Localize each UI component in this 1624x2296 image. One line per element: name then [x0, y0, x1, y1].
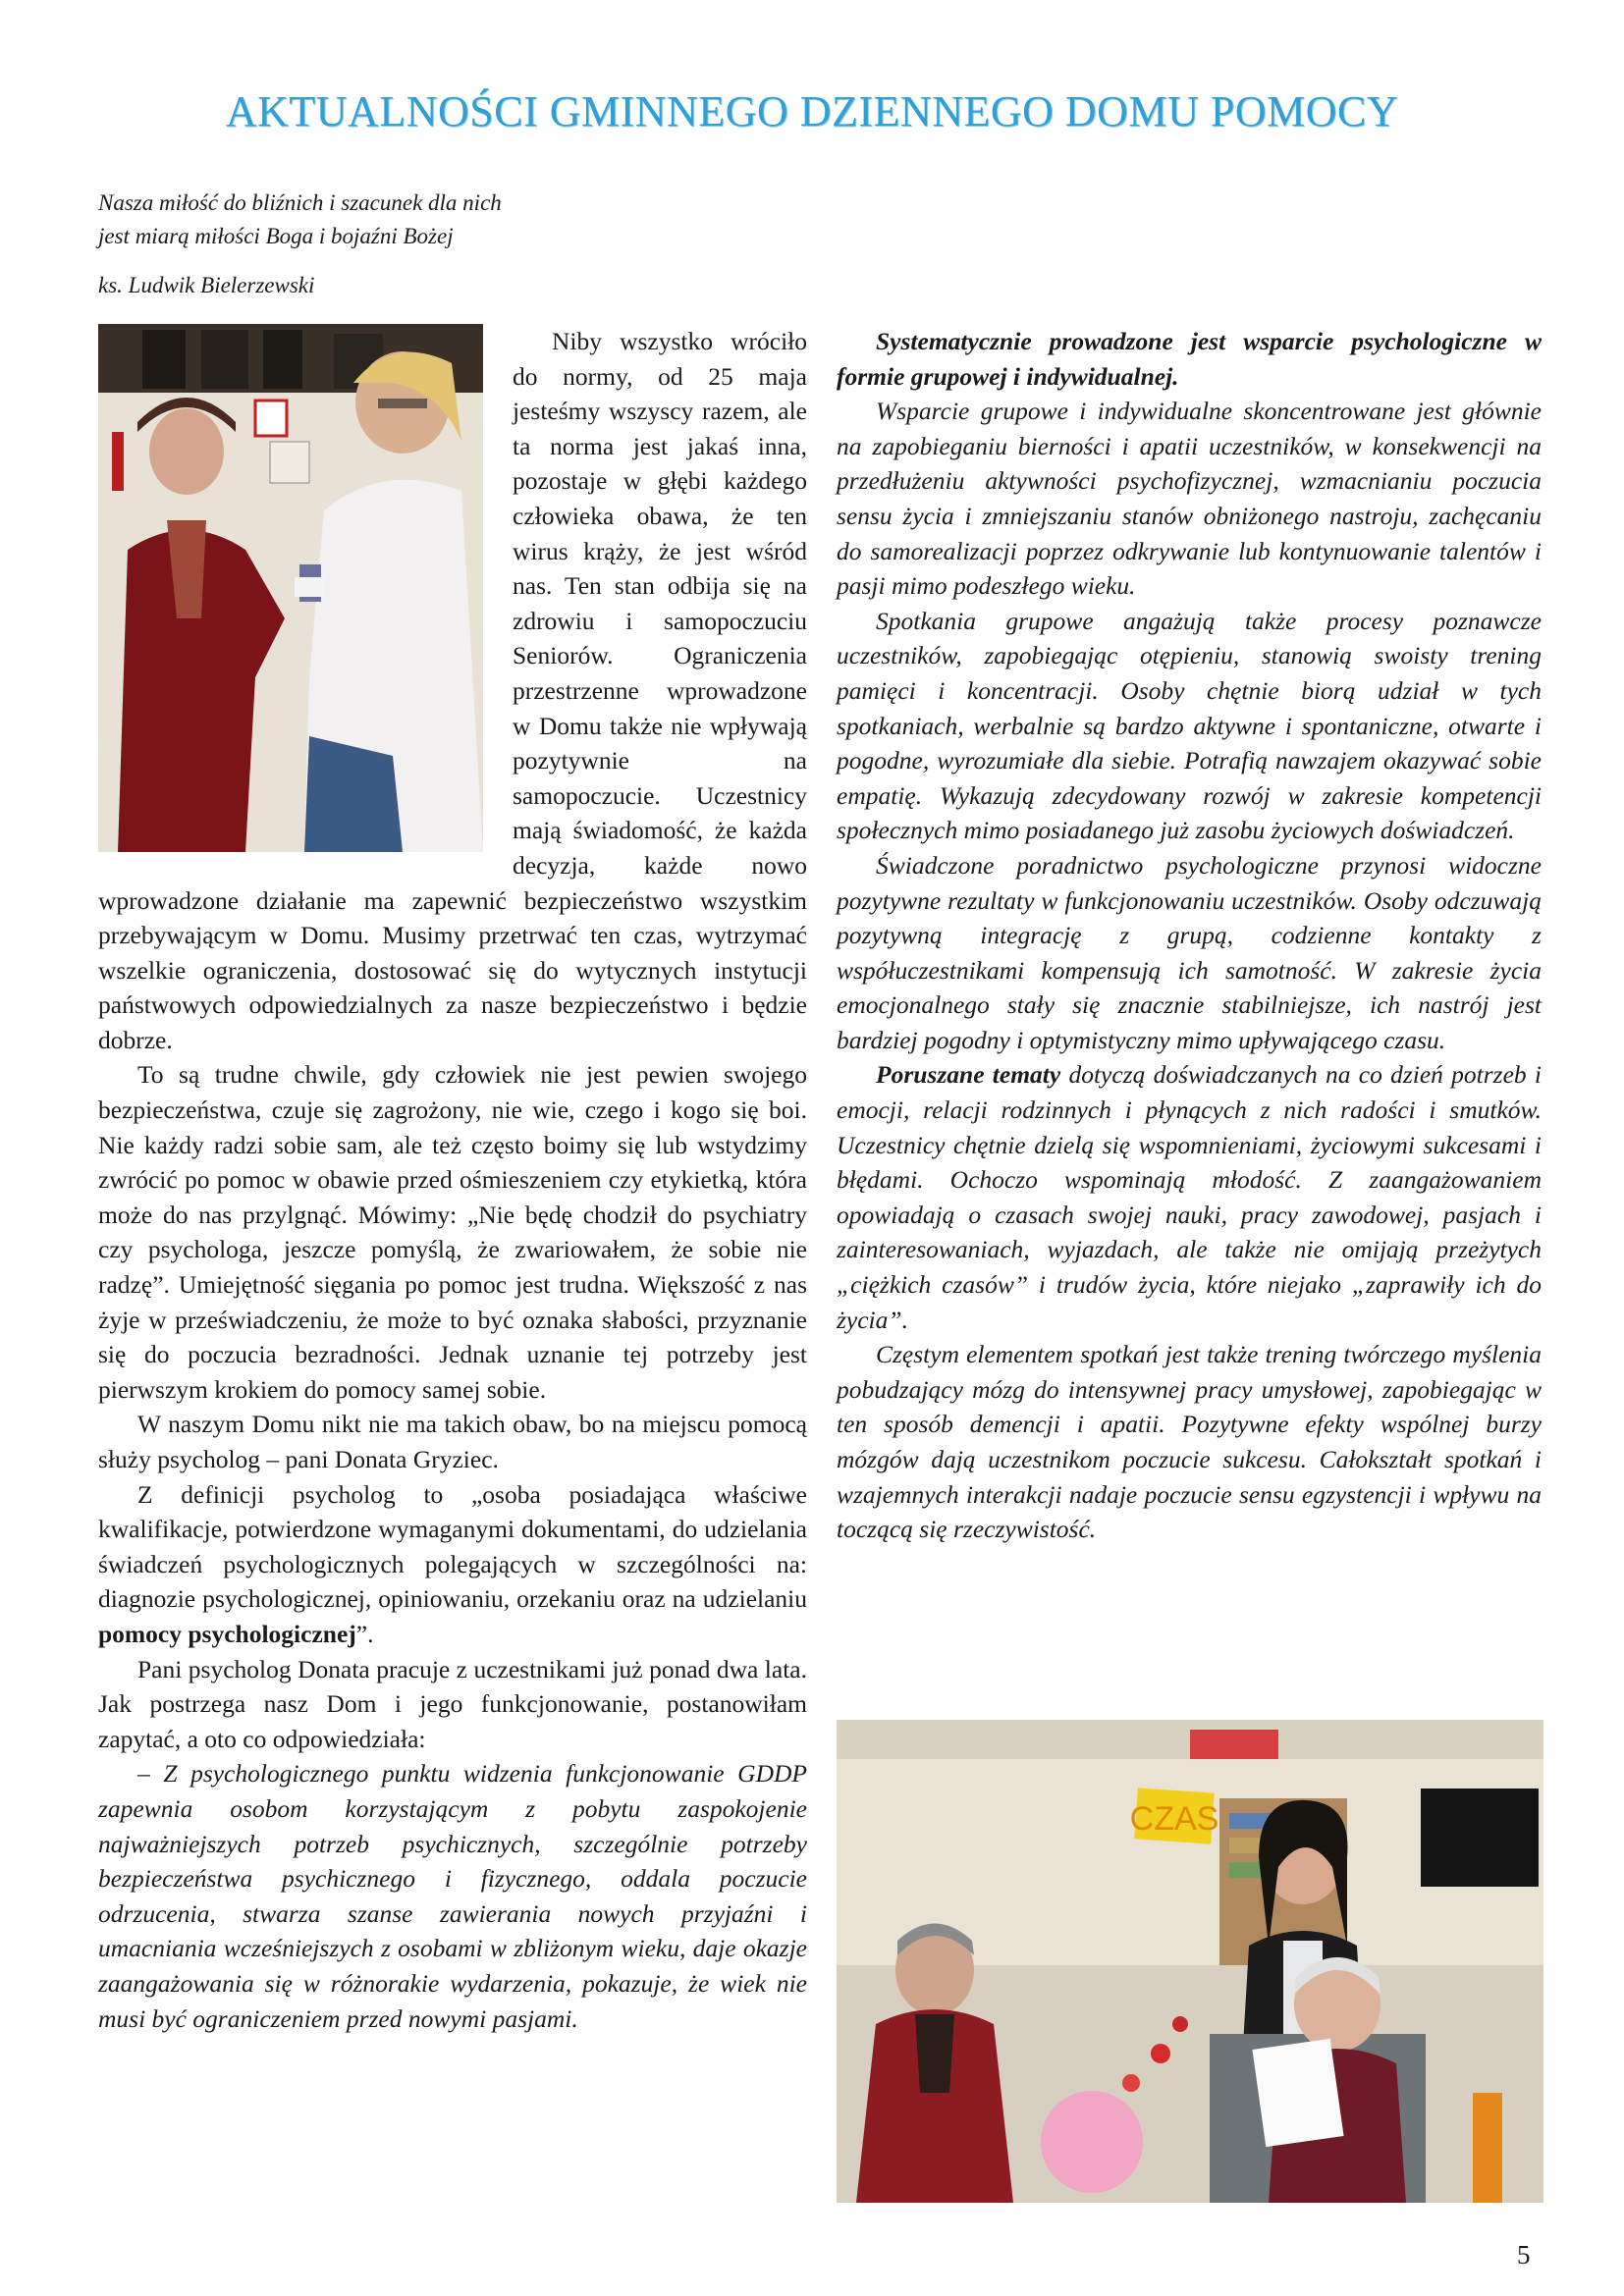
right-column — [837, 324, 1542, 1547]
right-paragraph-1-bold: Systematycznie prowadzone jest wsparcie psychologiczne w formie grupowej i indywidualnej. — [837, 327, 1542, 391]
left-paragraph-5: Pani psycholog Donata pracuje z uczestnikami już ponad dwa lata. Jak postrzega nasz Dom i jego funkcjonowanie, postanowiłam zapytać, a oto co odpowiedziała: — [98, 1654, 807, 1753]
left-column — [98, 324, 807, 2036]
right-paragraph-4: Świadczone poradnictwo psychologiczne przynosi widoczne pozytywne rezultaty w funkcjonowaniu uczestników. Osoby odczuwają pozytywną integrację z grupą, codzienne kontakty z współuczestnikami kompensują ich samotność. W zakresie życia emocjonalnego stały się znacznie stabilniejsze, ich nastrój jest bardziej pogodny i optymistyczny mimo upływającego czasu. — [837, 850, 1542, 1054]
right-paragraph-5-text: dotyczą doświadczanych na co dzień potrzeb i emocji, relacji rodzinnych i płynących z nich radości i smutków. Uczestnicy chętnie dzielą się wspomnieniami, życiowymi sukcesami i błędami. Ochoczo wspominają młodość. Z zaangażowaniem opowiadają o czasach swojej nauki, pracy zawodowej, pasjach i zainteresowaniach, wyjazdach, ale także nie omijają przeżytych „ciężkich czasów” i trudów życia, które niejako „zaprawiły ich do życia”. — [837, 1060, 1542, 1334]
page-number: 5 — [1517, 2240, 1531, 2269]
left-paragraph-6: – Z psychologicznego punktu widzenia funkcjonowanie GDDP zapewnia osobom korzystającym z pobytu zaspokojenie najważniejszych potrzeb psychicznych, szczególnie potrzeby bezpieczeństwa psychicznego i fizycznego, oddala poczucie odrzucenia, stwarza szanse zawierania nowych przyjaźni i umacniania wcześniejszych z osobami w zbliżonym wieku, daje okazje zaangażowania się w różnorakie wydarzenia, pokazuje, że wiek nie musi być ograniczeniem przed nowymi pasjami. — [98, 1759, 807, 2033]
left-paragraph-4 — [98, 1477, 807, 1652]
right-paragraph-3: Spotkania grupowe angażują także procesy poznawcze uczestników, zapobiegając otępieniu, stanowią swoisty trening pamięci i koncentracji. Osoby chętnie biorą udział w tych spotkaniach, werbalnie są bardzo aktywne i spontaniczne, otwarte i pogodne, wyrozumiałe dla siebie. Potrafią nawzajem okazywać sobie empatię. Wykazują zdecydowany rozwój w zakresie kompetencji społecznych mimo posiadanego już zasobu życiowych doświadczeń. — [837, 606, 1542, 845]
right-paragraph-5 — [837, 1057, 1542, 1337]
page-title: AKTUALNOŚCI GMINNEGO DZIENNEGO DOMU POMOCY — [225, 87, 1399, 135]
right-paragraph-5-bold: Poruszane tematy — [876, 1060, 1061, 1090]
photo-hand-sanitizing — [98, 324, 483, 852]
motto-author: ks. Ludwik Bielerzewski — [98, 273, 315, 297]
photo-sign-text: CZAS — [1129, 1800, 1219, 1838]
left-paragraph-4-text: Z definicji psycholog to „osoba posiadająca właściwe kwalifikacje, potwierdzone wymaganymi dokumentami, do udzielania świadczeń psychologicznych polegających w szczególności na: diagnozie psychologicznej, opiniowaniu, orzekaniu oraz na udzielaniu — [98, 1479, 807, 1614]
left-paragraph-4-bold: pomocy psychologicznej — [98, 1619, 356, 1648]
right-paragraph-1 — [837, 324, 1542, 394]
photo-group-meeting — [837, 1720, 1543, 2203]
left-paragraph-2: To są trudne chwile, gdy człowiek nie jest pewien swojego bezpieczeństwa, czuje się zagrożony, nie wie, czego i kogo się boi. Nie każdy radzi sobie sam, ale też często boimy się lub wstydzimy zwrócić po pomoc w obawie przed ośmieszeniem czy etykietką, która może do nas przylgnąć. Mówimy: „Nie będę chodził do psychiatry czy psychologa, jeszcze pomyślą, że zwariowałem, że sobie nie radzę”. Umiejętność sięgania po pomoc jest trudna. Większość z nas żyje w przeświadczeniu, że może to być oznaka słabości, przyznanie się do poczucia bezradności. Jednak uznanie tej potrzeby jest pierwszym krokiem do pomocy samej sobie. — [98, 1060, 807, 1404]
motto-line-2: jest miarą miłości Boga i bojaźni Bożej — [98, 224, 454, 248]
left-paragraph-1: Niby wszystko wróciło do normy, od 25 maja jesteśmy wszyscy razem, ale ta norma jest jakaś inna, pozostaje w głębi każdego człowieka obawa, że ten wirus krąży, że jest wśród nas. Ten stan odbija się na zdrowiu i samopoczuciu Seniorów. Ograniczenia przestrzenne wprowadzone w Domu także nie wpływają pozytywnie na samopoczucie. Uczestnicy mają świadomość, że każda decyzja, każde nowo wprowadzone działanie ma zapewnić bezpieczeństwo wszystkim przebywającym w Domu. Musimy przetrwać ten czas, wytrzymać wszelkie ograniczenia, dostosować się do wytycznych instytucji państwowych odpowiedzialnych za nasze bezpieczeństwo i będzie dobrze. — [98, 327, 807, 1054]
motto-line-1: Nasza miłość do bliźnich i szacunek dla nich — [98, 190, 502, 215]
right-paragraph-2: Wsparcie grupowe i indywidualne skoncentrowane jest głównie na zapobieganiu bierności i apatii uczestników, w konsekwencji na przedłużeniu aktywności psychofizycznej, wzmacnianiu poczucia sensu życia i zmniejszaniu stanów obniżonego nastroju, zachęcaniu do samorealizacji poprzez odkrywanie lub kontynuowanie talentów i pasji mimo podeszłego wieku. — [837, 397, 1542, 601]
left-paragraph-4-end: ”. — [355, 1619, 374, 1648]
motto-quote — [98, 187, 687, 253]
left-paragraph-3: W naszym Domu nikt nie ma takich obaw, bo na miejscu pomocą służy psycholog – pani Donata Gryziec. — [98, 1410, 807, 1473]
right-paragraph-6: Częstym elementem spotkań jest także trening twórczego myślenia pobudzający mózg do intensywnej pracy umysłowej, zapobiegając w ten sposób demencji i apatii. Pozytywne efekty wspólnej burzy mózgów dają uczestnikom poczucie sukcesu. Całokształt spotkań i wzajemnych interakcji nadaje poczucie sensu egzystencji i wpływu na toczącą się rzeczywistość. — [837, 1340, 1542, 1544]
